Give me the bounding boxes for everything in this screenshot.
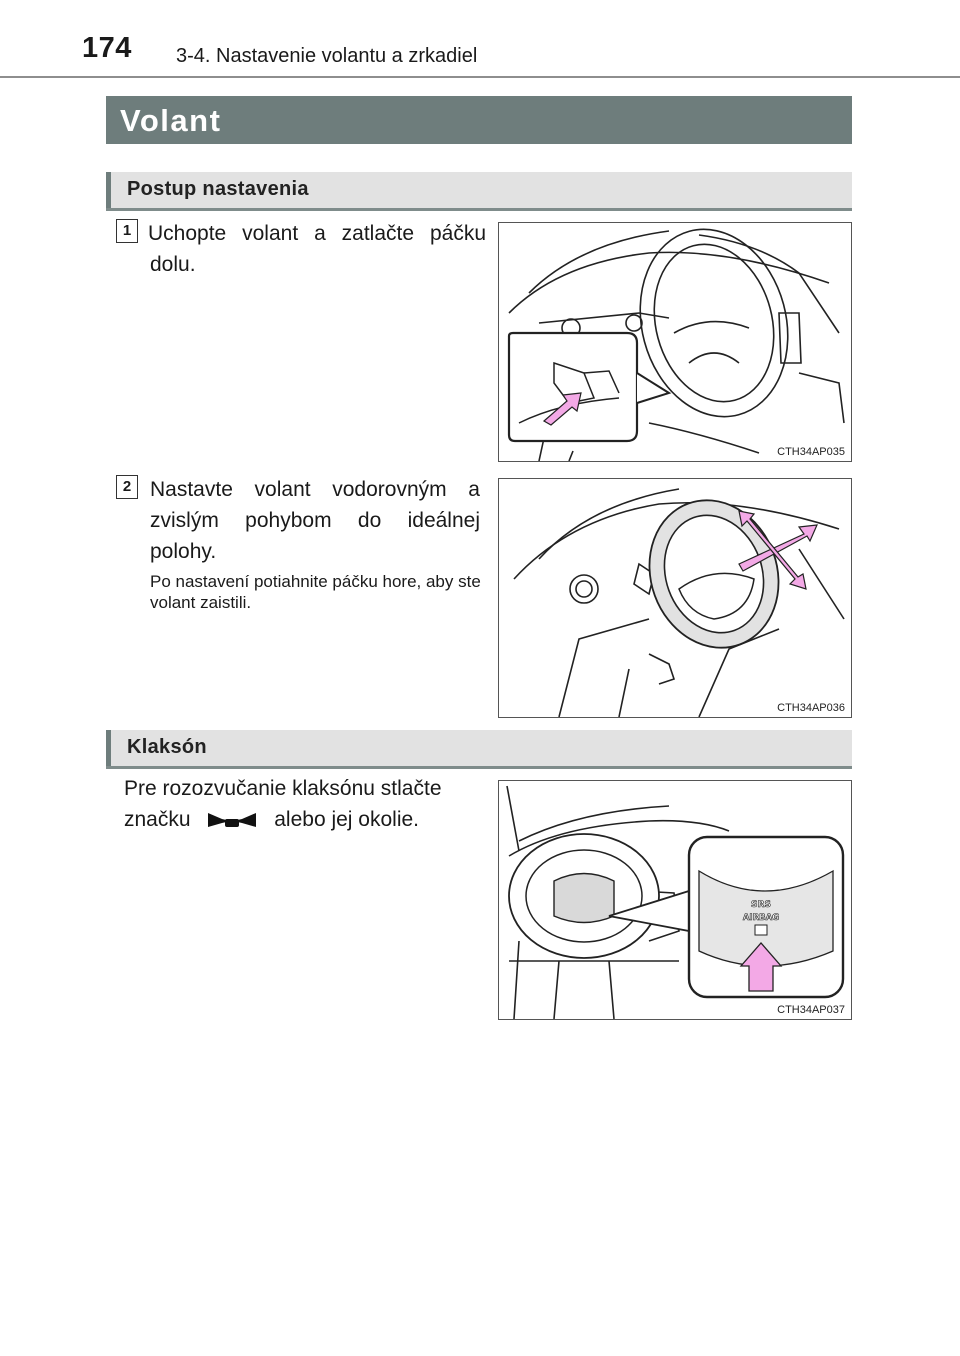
- page-title: Volant: [120, 103, 222, 138]
- adjust-heading-bar: [106, 172, 852, 211]
- figure-horn: [498, 780, 852, 1020]
- section-title: 3-4. Nastavenie volantu a zrkadiel: [176, 45, 478, 67]
- header-divider: [0, 76, 960, 78]
- step-1-text: Uchopte volant a zatlačte páčku dolu.: [148, 222, 486, 276]
- horn-heading: Klaksón: [127, 736, 207, 758]
- horn-text: [124, 773, 494, 835]
- step-1-badge: 1: [116, 219, 138, 243]
- figure-step-1: [498, 222, 852, 462]
- figure-code-1: CTH34AP035: [777, 446, 845, 458]
- horn-text-after: alebo jej okolie.: [274, 808, 419, 831]
- airbag-label-1: SRS: [751, 900, 771, 910]
- heading-accent: [106, 172, 111, 208]
- figure-code-2: CTH34AP036: [777, 702, 845, 714]
- step-2-note: Po nastavení potiahnite páčku hore, aby ste volant zaistili.: [150, 572, 481, 612]
- title-bar: [106, 96, 852, 144]
- horn-illustration: [499, 781, 851, 1019]
- step-2-text: Nastavte volant vodorovným a zvislým pohybom do ideálnej polohy.: [150, 478, 480, 563]
- figure-step-2: [498, 478, 852, 718]
- dashboard-lever-illustration: [499, 223, 851, 461]
- step-2-badge: 2: [116, 475, 138, 499]
- adjust-heading: Postup nastavenia: [127, 178, 309, 200]
- airbag-label-2: AIRBAG: [742, 913, 780, 923]
- horn-icon: [202, 809, 262, 831]
- wheel-adjust-illustration: [499, 479, 851, 717]
- heading-accent: [106, 730, 111, 766]
- horn-heading-bar: [106, 730, 852, 769]
- page-number: 174: [82, 32, 132, 64]
- figure-code-3: CTH34AP037: [777, 1004, 845, 1016]
- horn-text-before: Pre rozozvučanie klaksónu stlačte značku: [124, 777, 442, 831]
